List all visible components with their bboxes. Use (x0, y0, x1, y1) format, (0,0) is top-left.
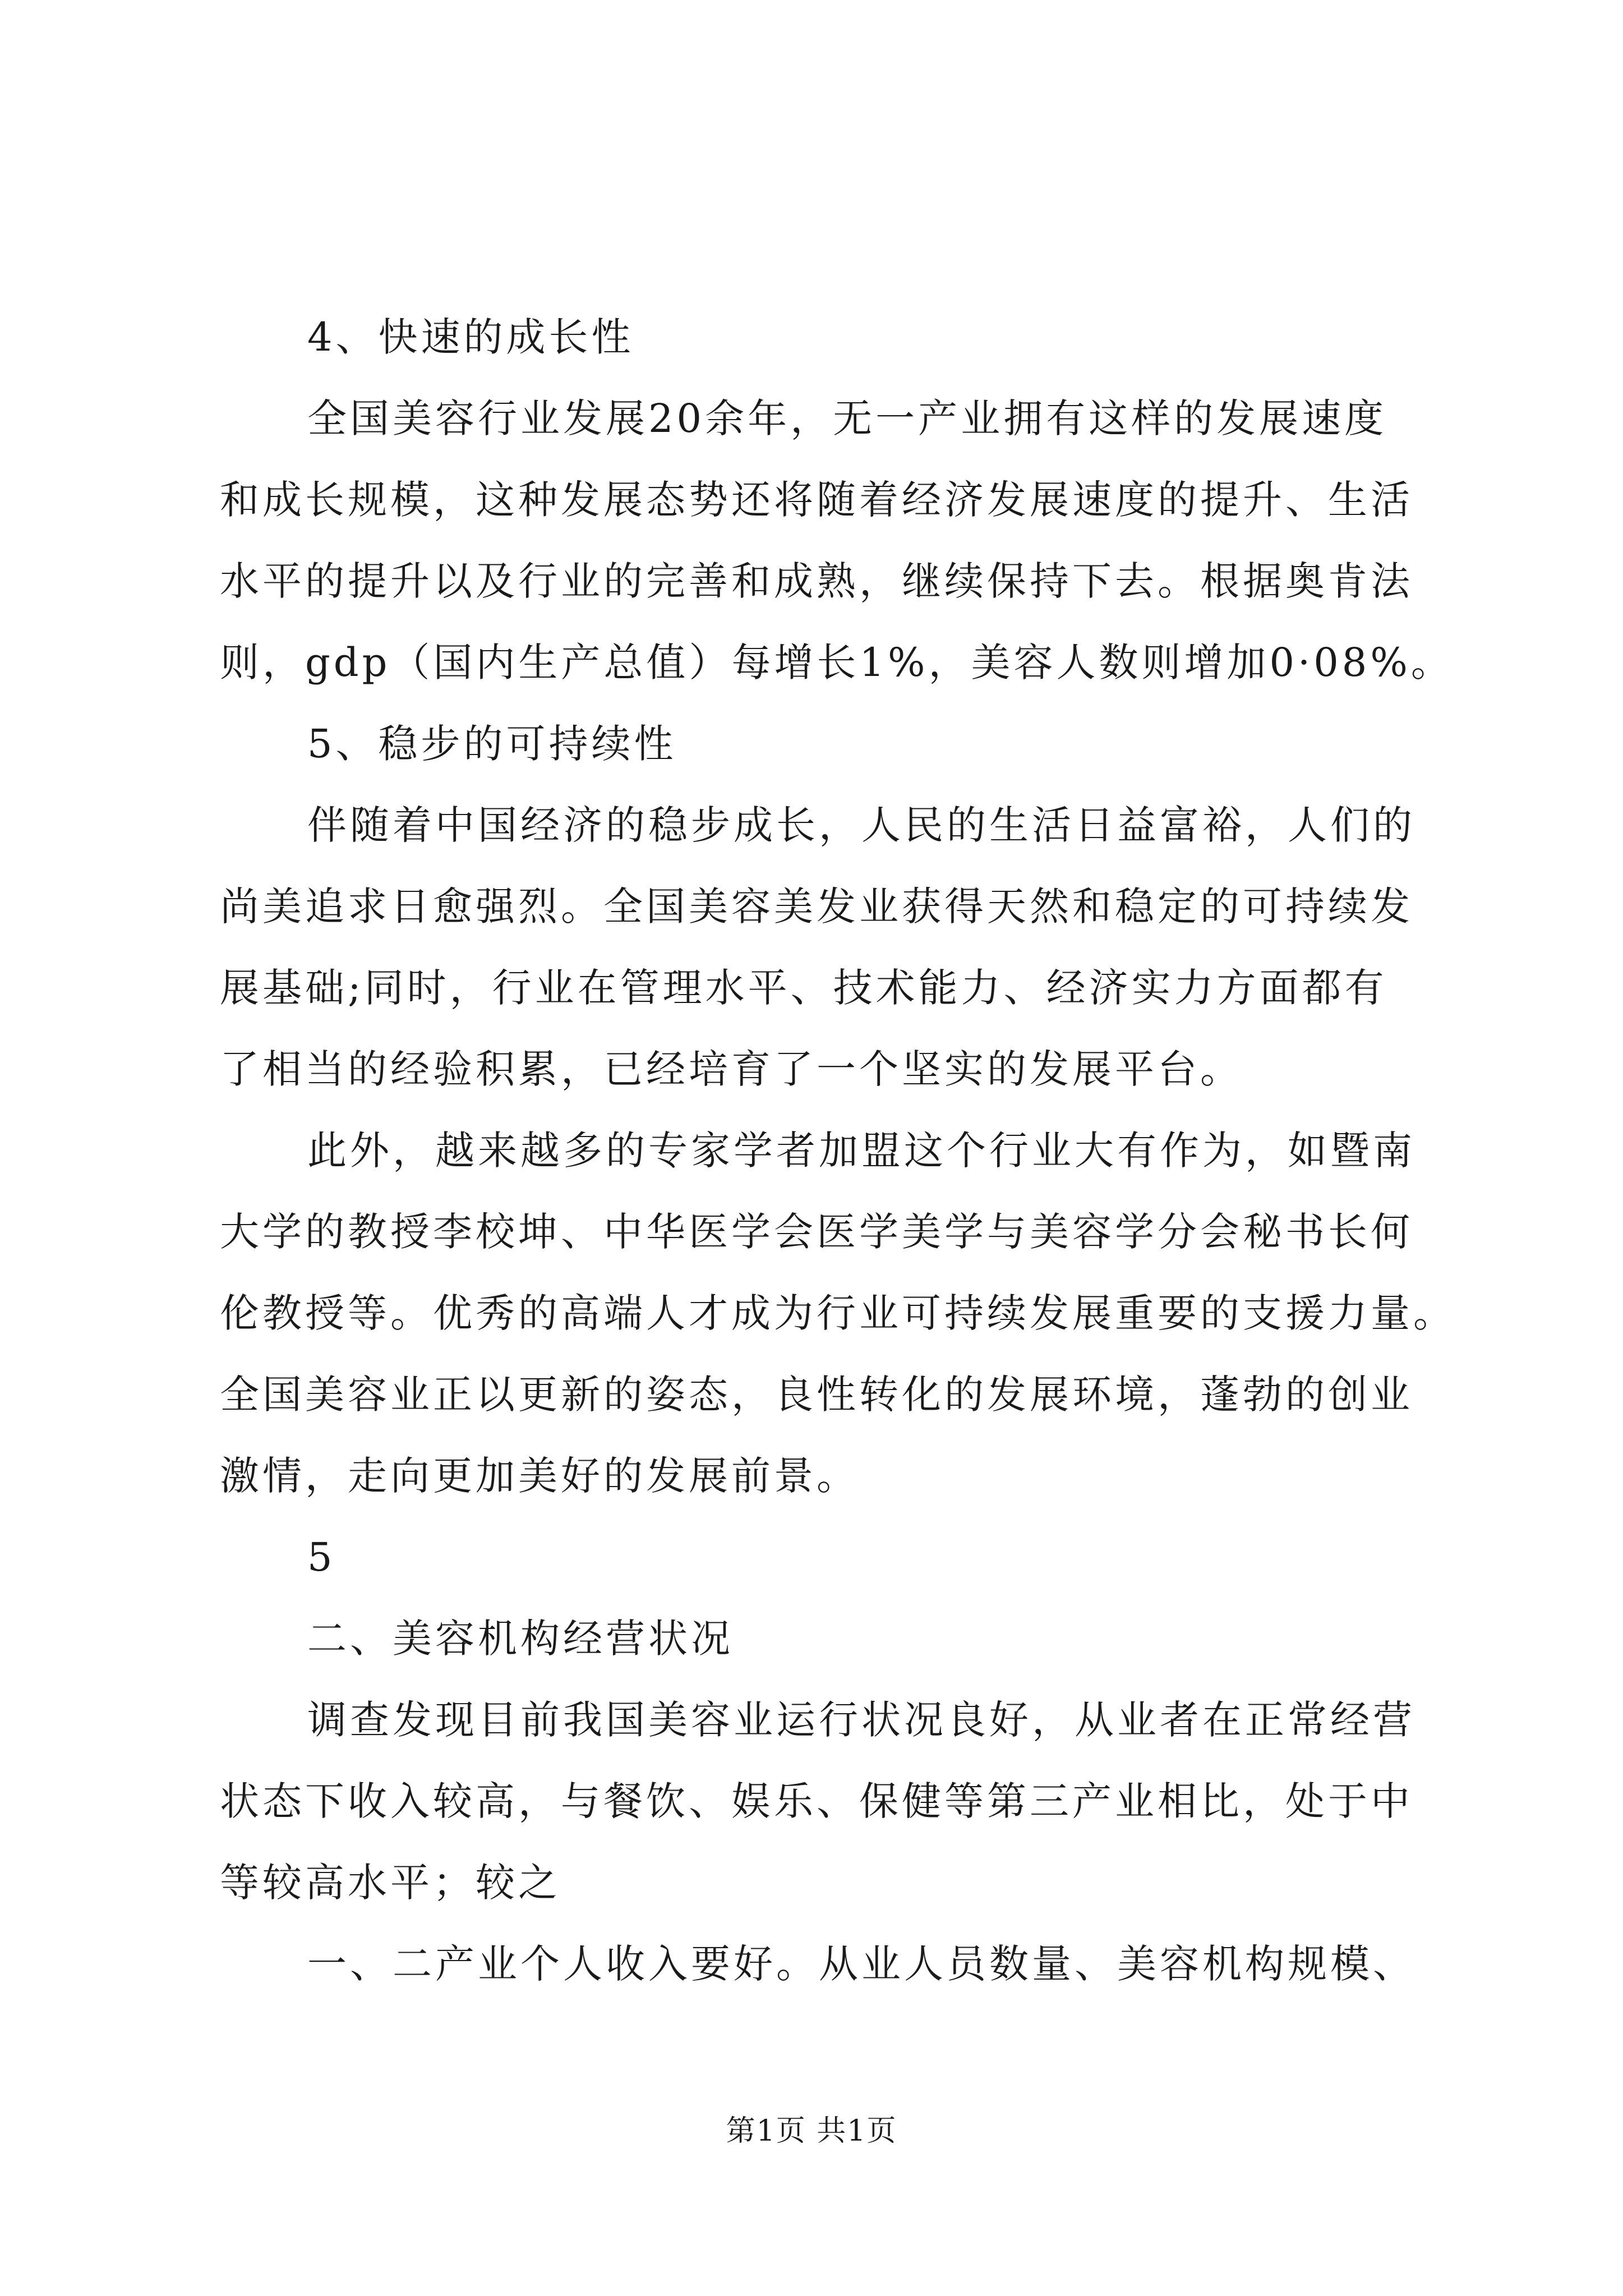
paragraph-line: 水平的提升以及行业的完善和成熟，继续保持下去。根据奥肯法 (220, 558, 1413, 604)
inline-number: 5 (307, 1534, 336, 1580)
page-footer: 第1页 共1页 (726, 2114, 897, 2148)
paragraph-line: 尚美追求日愈强烈。全国美容美发业获得天然和稳定的可持续发 (220, 884, 1413, 930)
paragraph-line: 了相当的经验积累，已经培育了一个坚实的发展平台。 (220, 1046, 1243, 1092)
paragraph-line: 和成长规模，这种发展态势还将随着经济发展速度的提升、生活 (220, 477, 1413, 523)
paragraph-line: 状态下收入较高，与餐饮、娱乐、保健等第三产业相比，处于中 (220, 1778, 1413, 1824)
paragraph-line: 激情，走向更加美好的发展前景。 (220, 1453, 859, 1499)
paragraph-line: 全国美容业正以更新的姿态，良性转化的发展环境，蓬勃的创业 (220, 1372, 1413, 1418)
paragraph-line: 全国美容行业发展20余年，无一产业拥有这样的发展速度 (307, 395, 1387, 441)
paragraph-line: 则，gdp（国内生产总值）每增长1%，美容人数则增加0·08%。 (220, 639, 1454, 685)
paragraph-line: 展基础;同时，行业在管理水平、技术能力、经济实力方面都有 (220, 965, 1387, 1011)
paragraph-line: 一、二产业个人收入要好。从业人员数量、美容机构规模、 (307, 1941, 1415, 1987)
paragraph-line: 等较高水平；较之 (220, 1860, 561, 1906)
section-heading-2: 二、美容机构经营状况 (307, 1616, 734, 1662)
paragraph-line: 调查发现目前我国美容业运行状况良好，从业者在正常经营 (307, 1697, 1415, 1743)
paragraph-line: 伴随着中国经济的稳步成长，人民的生活日益富裕，人们的 (307, 802, 1415, 848)
section-heading-5: 5、稳步的可持续性 (307, 721, 677, 767)
paragraph-line: 伦教授等。优秀的高端人才成为行业可持续发展重要的支援力量。 (220, 1290, 1456, 1336)
paragraph-line: 大学的教授李校坤、中华医学会医学美学与美容学分会秘书长何 (220, 1209, 1413, 1255)
paragraph-line: 此外，越来越多的专家学者加盟这个行业大有作为，如暨南 (307, 1128, 1415, 1174)
section-heading-4: 4、快速的成长性 (307, 314, 634, 360)
